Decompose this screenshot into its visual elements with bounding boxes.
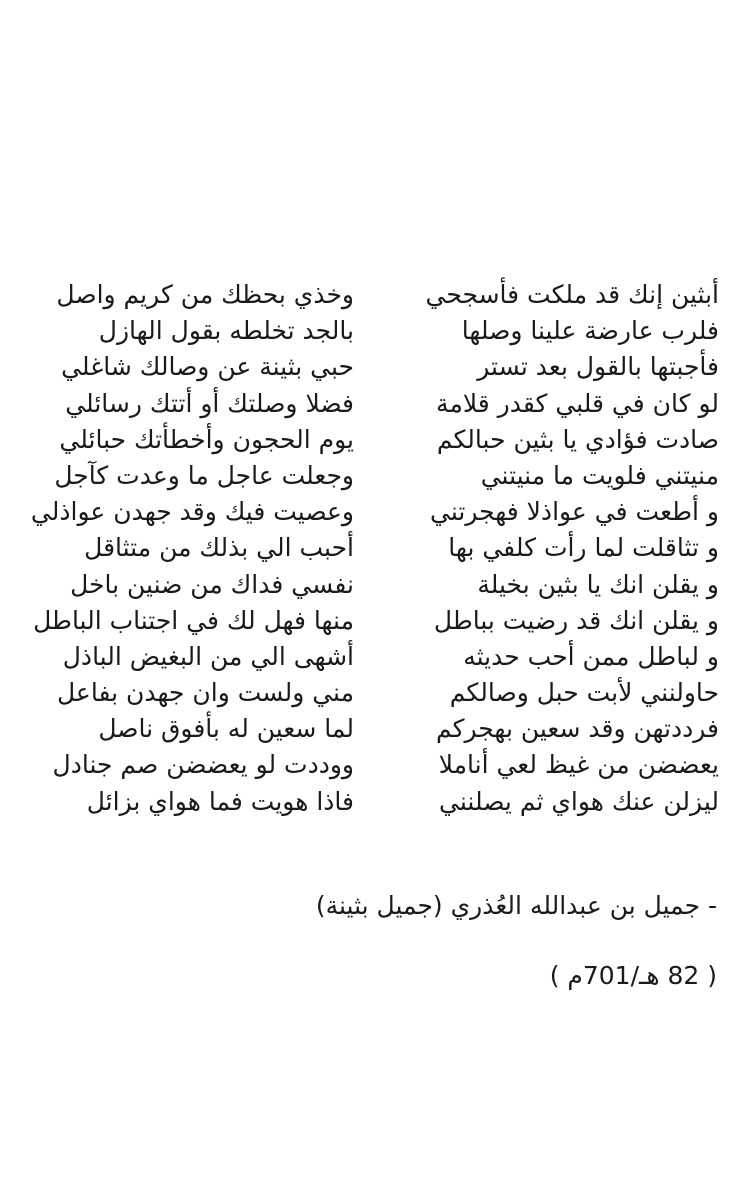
verse-first-hemistich: و تثاقلت لما رأت كلفي بها [448, 533, 719, 563]
verse-line [0, 711, 737, 747]
verse-second-hemistich: لما سعين له بأفوق ناصل [98, 714, 354, 744]
verse-second-hemistich: فضلا وصلتك أو أتتك رسائلي [65, 388, 354, 418]
verse-second-hemistich: وعصيت فيك وقد جهدن عواذلي [30, 497, 354, 527]
verse-line [0, 422, 737, 458]
verse-line [0, 639, 737, 675]
verse-second-hemistich: مني ولست وان جهدن بفاعل [56, 678, 354, 708]
verse-first-hemistich: أبثين إنك قد ملكت فأسجحي [425, 280, 719, 309]
verse-first-hemistich: و يقلن انك يا بثين بخيلة [477, 569, 719, 599]
verse-second-hemistich: أشهى الي من البغيض الباذل [62, 641, 354, 671]
verse-first-hemistich: حاولنني لأبت حبل وصالكم [449, 678, 719, 708]
verse-first-hemistich: لو كان في قلبي كقدر قلامة [436, 388, 719, 418]
verse-second-hemistich: وجعلت عاجل ما وعدت كآجل [54, 460, 354, 490]
verse-first-hemistich: و لباطل ممن أحب حديثه [463, 641, 719, 671]
poet-date: ( 82 هـ/701م ) [549, 961, 717, 990]
verse-line [0, 494, 737, 530]
verse-second-hemistich: بالجد تخلطه بقول الهازل [98, 316, 354, 346]
verse-line [0, 567, 737, 603]
verse-second-hemistich: حبي بثينة عن وصالك شاغلي [61, 352, 354, 382]
verse-line [0, 313, 737, 349]
verse-second-hemistich: منها فهل لك في اجتناب الباطل [33, 605, 354, 635]
verse-line [0, 386, 737, 422]
poet-attribution: - جميل بن عبدالله العُذري (جميل بثينة) [315, 891, 717, 920]
verse-line [0, 675, 737, 711]
verse-line [0, 747, 737, 783]
verse-line [0, 530, 737, 566]
verse-second-hemistich: أحبب الي بذلك من متثاقل [84, 533, 354, 563]
verse-first-hemistich: فأجبتها بالقول بعد تستر [477, 352, 719, 382]
verse-first-hemistich: فلرب عارضة علينا وصلها [461, 316, 719, 346]
verse-line [0, 277, 737, 313]
verse-second-hemistich: يوم الحجون وأخطأتك حبائلي [59, 424, 354, 454]
verse-first-hemistich: يعضضن من غيظ لعي أناملا [438, 750, 719, 780]
verse-first-hemistich: صادت فؤادي يا بثين حبالكم [436, 424, 719, 454]
verse-first-hemistich: ليزلن عنك هواي ثم يصلنني [439, 786, 719, 816]
poem-body [0, 277, 737, 820]
verse-second-hemistich: نفسي فداك من ضنين باخل [70, 569, 354, 599]
verse-first-hemistich: منيتني فلويت ما منيتني [480, 460, 719, 490]
verse-line [0, 349, 737, 385]
verse-line [0, 458, 737, 494]
verse-line [0, 603, 737, 639]
verse-first-hemistich: و أطعت في عواذلا فهجرتني [429, 497, 719, 527]
verse-first-hemistich: و يقلن انك قد رضيت بباطل [433, 605, 719, 635]
verse-second-hemistich: وخذي بحظك من كريم واصل [56, 280, 354, 309]
verse-second-hemistich: ووددت لو يعضضن صم جنادل [52, 750, 354, 780]
verse-first-hemistich: فرددتهن وقد سعين بهجركم [435, 714, 719, 744]
verse-line [0, 784, 737, 820]
verse-second-hemistich: فاذا هويت فما هواي بزائل [86, 786, 354, 816]
